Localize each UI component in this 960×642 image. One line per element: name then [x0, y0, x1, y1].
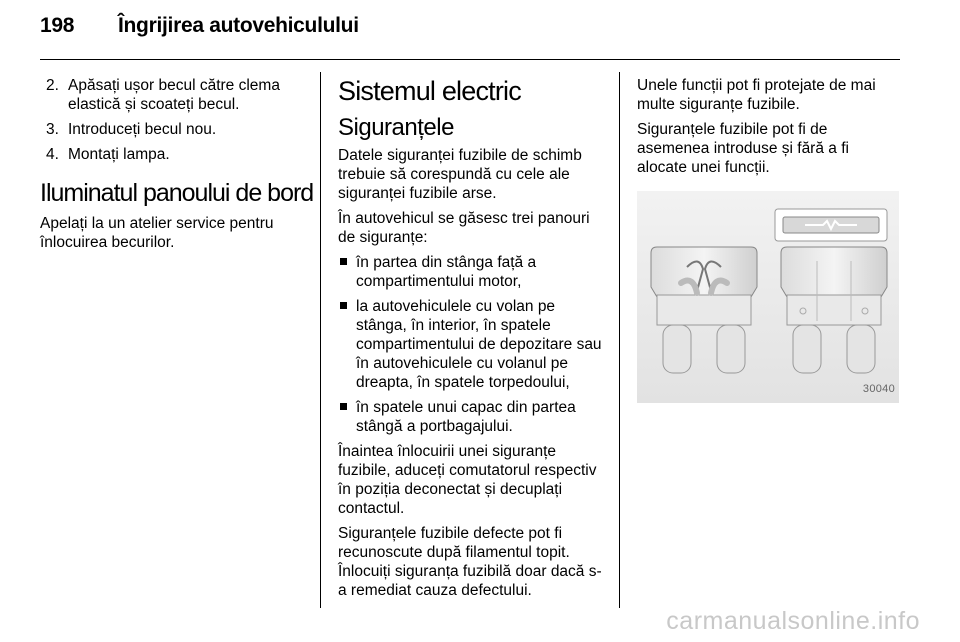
- step-number: 4.: [46, 146, 59, 163]
- step-number: 2.: [46, 77, 59, 94]
- step-text: Montați lampa.: [68, 146, 170, 163]
- step-item: [40, 145, 310, 164]
- numbered-steps: [40, 76, 310, 164]
- page-header: [40, 14, 920, 54]
- bullet-item: [338, 297, 608, 392]
- step-text: Introduceți becul nou.: [68, 121, 217, 138]
- step-number: 3.: [46, 121, 59, 138]
- paragraph: Apelați la un atelier service pentru înlocuirea becurilor.: [40, 215, 274, 251]
- bullet-item: [338, 253, 608, 291]
- paragraph: Unele funcții pot fi protejate de mai multe siguranțe fuzibile.: [637, 77, 876, 113]
- paragraph: Siguranțele fuzibile defecte pot fi recunoscute după filamentul topit. Înlocuiți siguranța fuzibilă doar dacă s-a remediat cauza defectului.: [338, 525, 602, 599]
- bullet-item: [338, 398, 608, 436]
- bullet-square-icon: [340, 302, 347, 309]
- column-2: [338, 76, 608, 606]
- step-text: Apăsați ușor becul către clema elastică și scoateți becul.: [68, 77, 280, 113]
- bullet-text: la autovehiculele cu volan pe stânga, în interior, în spatele compartimentului de depozitare sau în autovehiculele cu volanul pe dreapta, în spatele torpedoului,: [356, 298, 602, 391]
- step-item: [40, 76, 310, 114]
- paragraph: În autovehicul se găsesc trei panouri de siguranțe:: [338, 210, 590, 246]
- header-rule: [40, 59, 900, 60]
- section-heading-instrument-lighting: Iluminatul panoului de bord: [40, 179, 314, 207]
- column-divider-2: [619, 72, 620, 608]
- step-item: [40, 120, 310, 139]
- subheading-fuses: Siguranțele: [338, 114, 454, 141]
- paragraph: Înaintea înlocuirii unei siguranțe fuzibile, aduceți comutatorul respectiv în poziția deconectat și decuplați contactul.: [338, 443, 597, 517]
- watermark: carmanualsonline.info: [666, 607, 920, 635]
- bullet-square-icon: [340, 258, 347, 265]
- column-3: [637, 76, 902, 403]
- paragraph: Datele siguranței fuzibile de schimb trebuie să corespundă cu cele ale siguranței fuzibile arse.: [338, 147, 582, 202]
- section-heading-electrical-system: Sistemul electric: [338, 76, 521, 106]
- column-1: [40, 76, 314, 258]
- figure-number: 30040: [862, 383, 895, 395]
- bullet-text: în spatele unui capac din partea stângă a portbagajului.: [356, 399, 576, 435]
- chapter-title: Îngrijirea autovehiculului: [118, 14, 359, 37]
- paragraph: Siguranțele fuzibile pot fi de asemenea introduse și fără a fi alocate unei funcții.: [637, 121, 849, 176]
- column-divider-1: [320, 72, 321, 608]
- bullet-text: în partea din stânga față a compartimentului motor,: [356, 254, 537, 290]
- fuse-illustration-icon: [637, 191, 899, 403]
- page-number: 198: [40, 14, 75, 37]
- fuse-illustration: [637, 191, 899, 403]
- bullet-square-icon: [340, 403, 347, 410]
